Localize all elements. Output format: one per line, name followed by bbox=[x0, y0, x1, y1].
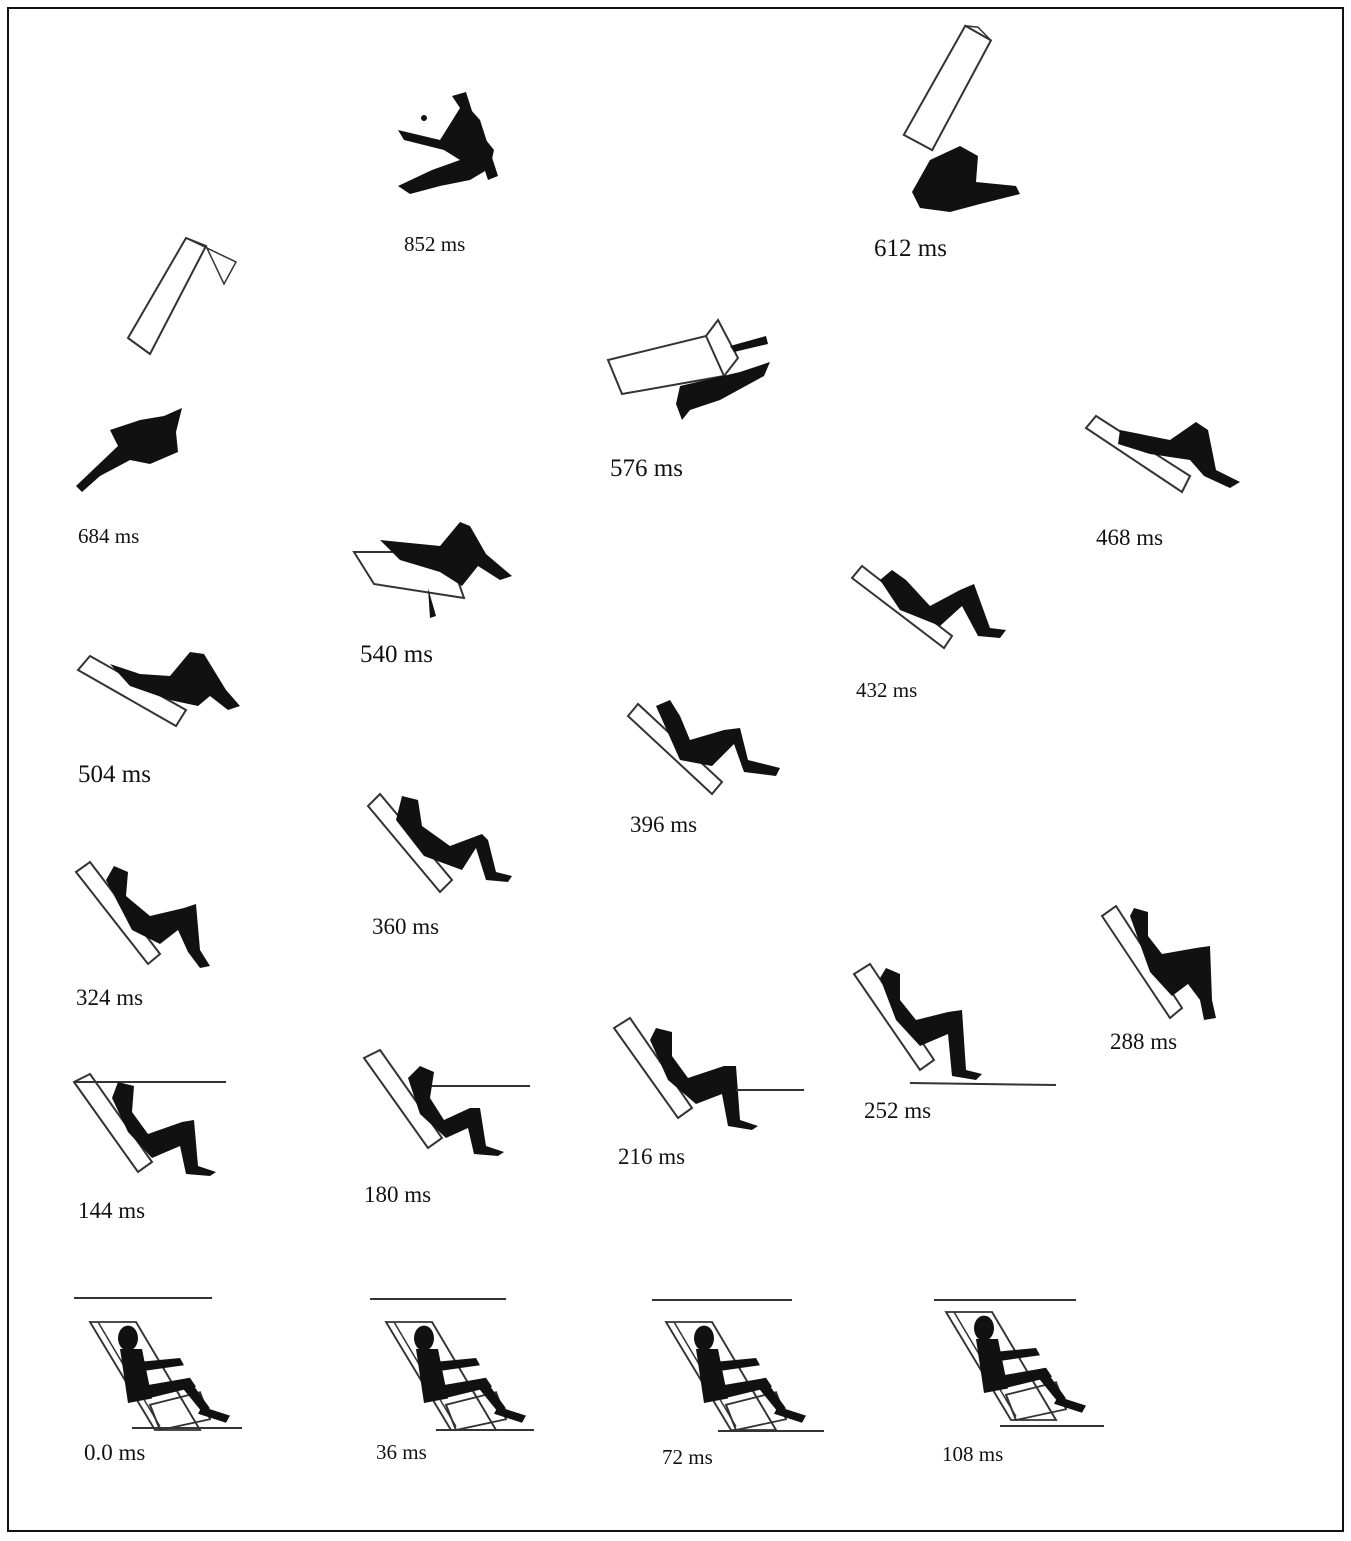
frame-252-art bbox=[854, 964, 1056, 1085]
label-252: 252 ms bbox=[864, 1098, 932, 1123]
frame-684-seat bbox=[128, 238, 236, 354]
label-108: 108 ms bbox=[942, 1442, 1004, 1466]
frame-468-art bbox=[1086, 416, 1240, 492]
frame-288-art bbox=[1102, 906, 1216, 1020]
label-540: 540 ms bbox=[360, 641, 433, 668]
frame-612-art bbox=[872, 18, 1024, 158]
frame-180-art bbox=[364, 1050, 530, 1156]
frame-144-art bbox=[74, 1074, 226, 1176]
frame-540-art bbox=[354, 522, 512, 618]
frame-852-art bbox=[398, 92, 498, 194]
frame-612-occupant bbox=[912, 146, 1020, 212]
label-324: 324 ms bbox=[76, 985, 144, 1010]
label-504: 504 ms bbox=[78, 761, 151, 788]
frame-684-art bbox=[76, 408, 182, 492]
label-468: 468 ms bbox=[1096, 525, 1164, 550]
frame-324-art bbox=[76, 862, 210, 968]
label-72: 72 ms bbox=[662, 1445, 713, 1469]
label-216: 216 ms bbox=[618, 1144, 686, 1169]
frame-504-art bbox=[78, 652, 240, 726]
label-0: 0.0 ms bbox=[84, 1440, 146, 1465]
frame-576-art bbox=[608, 320, 770, 420]
frame-36-art bbox=[370, 1299, 534, 1430]
label-288: 288 ms bbox=[1110, 1029, 1178, 1054]
frame-396-art bbox=[628, 700, 780, 794]
frame-360-art bbox=[368, 794, 512, 892]
label-36: 36 ms bbox=[376, 1440, 427, 1464]
label-180: 180 ms bbox=[364, 1182, 432, 1207]
frame-72-art bbox=[652, 1300, 824, 1431]
label-612: 612 ms bbox=[874, 235, 947, 262]
label-360: 360 ms bbox=[372, 914, 440, 939]
frame-432-art bbox=[852, 566, 1006, 648]
label-432: 432 ms bbox=[856, 678, 918, 702]
label-852: 852 ms bbox=[404, 232, 466, 256]
frame-108-art bbox=[934, 1300, 1104, 1426]
label-684: 684 ms bbox=[78, 524, 140, 548]
frame-0-art bbox=[74, 1298, 242, 1430]
frame-216-art bbox=[614, 1018, 804, 1130]
label-144: 144 ms bbox=[78, 1198, 146, 1223]
label-576: 576 ms bbox=[610, 455, 683, 482]
label-396: 396 ms bbox=[630, 812, 698, 837]
